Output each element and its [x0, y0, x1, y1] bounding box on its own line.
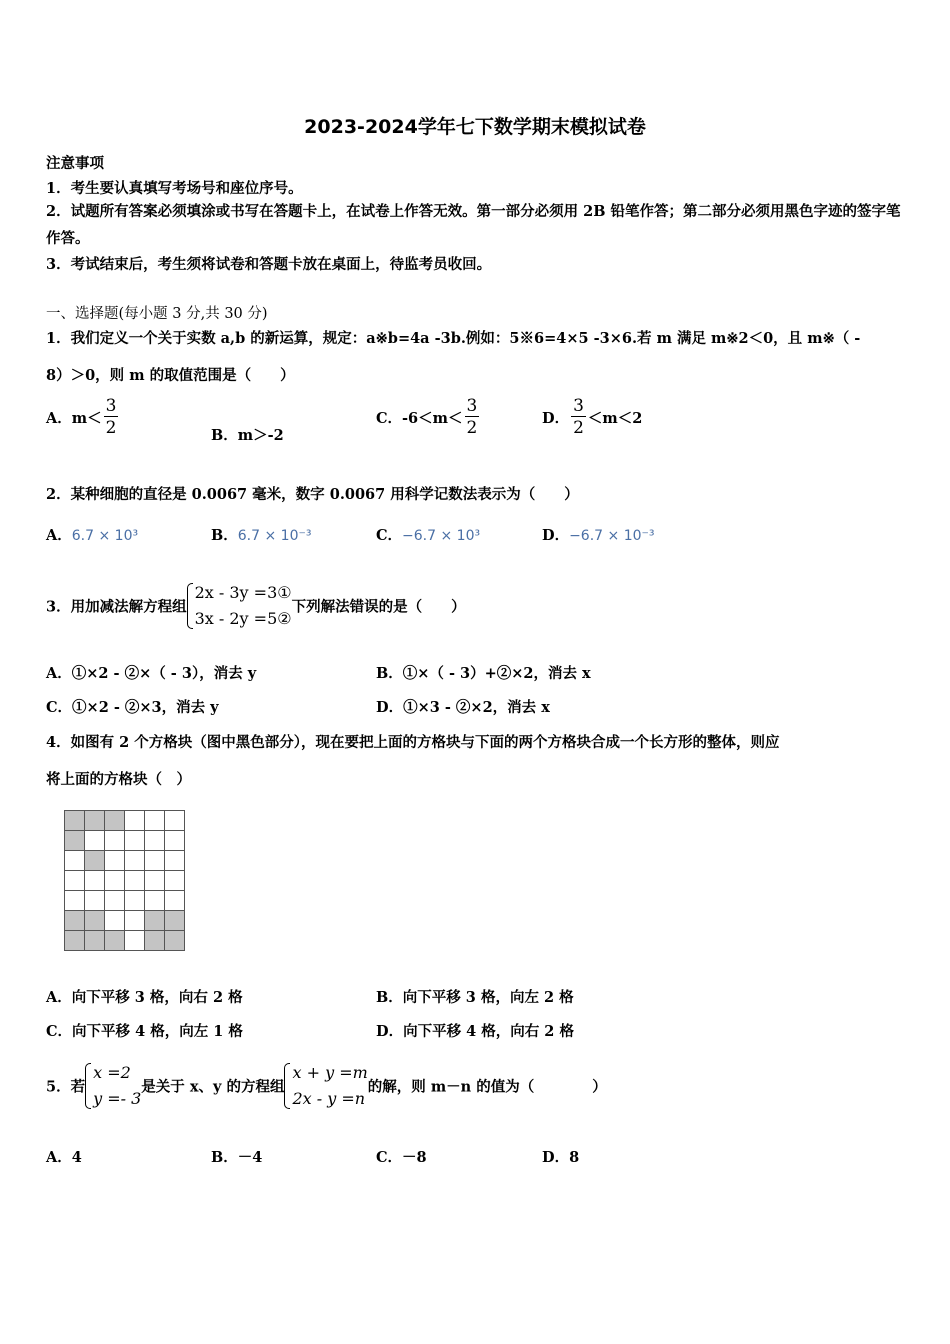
q5-equation-system	[284, 1060, 367, 1112]
q5-suffix: 的解，则 m－n 的值为（ ）	[367, 1078, 607, 1096]
fraction-numerator: 3	[466, 396, 478, 416]
q2-option-d[interactable]	[542, 524, 655, 545]
q1-option-a-label: A．m＜	[46, 410, 102, 427]
fraction-numerator: 3	[105, 396, 117, 416]
q1-stem-line2: 8）＞0，则 m 的取值范围是（ ）	[46, 367, 295, 384]
q4-stem-line1: 4．如图有 2 个方格块（图中黑色部分），现在要把上面的方格块与下面的两个方格块合成一个长方形的整体，则应	[46, 734, 780, 751]
q2-option-b[interactable]	[211, 524, 311, 545]
q1-option-c-fraction	[465, 398, 480, 437]
q5-prefix: 5．若	[46, 1078, 86, 1096]
q1-option-a-fraction	[104, 398, 119, 437]
page-title: 2023-2024学年七下数学期末模拟试卷	[304, 116, 646, 138]
q2-option-b-label: B．	[211, 527, 238, 544]
q2-option-a[interactable]	[46, 524, 138, 545]
q2-option-a-label: A．	[46, 527, 72, 544]
q3-equation-1: 2x - 3y =3①	[194, 583, 292, 602]
q3-option-b[interactable]: B．①×（ - 3）+②×2，消去 x	[376, 665, 591, 682]
q4-option-c[interactable]: C．向下平移 4 格，向左 1 格	[46, 1023, 243, 1040]
q4-stem-line2: 将上面的方格块（ ）	[46, 771, 191, 788]
q4-option-a[interactable]: A．向下平移 3 格，向右 2 格	[46, 989, 243, 1006]
q1-stem-line1: 1．我们定义一个关于实数 a,b 的新运算，规定：a※b=4a -3b.例如：5※6=4×5 -3×6.若 m 满足 m※2＜0，且 m※（ -	[46, 330, 861, 347]
q5-middle: 是关于 x、y 的方程组	[141, 1078, 285, 1096]
q5-option-a[interactable]: A．4	[46, 1149, 82, 1166]
q3-prefix: 3．用加减法解方程组	[46, 598, 187, 616]
q5-equation-2: 2x - y =n	[292, 1089, 366, 1108]
q3-equation-system	[187, 580, 292, 632]
notice-item-1: 1．考生要认真填写考场号和座位序号。	[46, 180, 303, 197]
q5-option-c[interactable]: C．－8	[376, 1149, 427, 1166]
q1-option-d[interactable]	[542, 398, 642, 437]
q2-option-d-label: D．	[542, 527, 570, 544]
q3-option-d[interactable]: D．①×3 - ②×2，消去 x	[376, 699, 550, 716]
q1-option-b[interactable]: B．m＞-2	[211, 427, 284, 444]
q3-suffix: 下列解法错误的是（ ）	[291, 598, 466, 616]
q2-option-c[interactable]	[376, 524, 480, 545]
q5-stem	[46, 1060, 607, 1112]
q4-grid-figure	[64, 810, 192, 955]
fraction-denominator: 2	[573, 418, 584, 438]
q5-option-b[interactable]: B．－4	[211, 1149, 263, 1166]
q4-option-d[interactable]: D．向下平移 4 格，向右 2 格	[376, 1023, 574, 1040]
q1-option-c-label: C．-6＜m＜	[376, 410, 463, 427]
q2-option-d-value: −6.7 × 10⁻³	[569, 528, 655, 544]
notice-item-3: 3．考试结束后，考生须将试卷和答题卡放在桌面上，待监考员收回。	[46, 256, 492, 273]
q1-option-d-fraction	[571, 398, 586, 437]
q3-equation-2: 3x - 2y =5②	[194, 609, 292, 628]
q5-solution-y: y =- 3	[93, 1089, 142, 1108]
q2-option-b-value: 6.7 × 10⁻³	[237, 528, 312, 544]
q5-option-d[interactable]: D．8	[542, 1149, 580, 1166]
section-heading: 一、选择题(每小题 3 分,共 30 分)	[46, 306, 268, 322]
q1-option-a[interactable]	[46, 398, 120, 437]
q1-option-d-rest: ＜m＜2	[587, 410, 643, 427]
fraction-denominator: 2	[466, 418, 478, 438]
q3-option-c[interactable]: C．①×2 - ②×3，消去 y	[46, 699, 219, 716]
q5-equation-1: x + y =m	[292, 1063, 368, 1082]
q1-option-c[interactable]	[376, 398, 481, 437]
q3-stem	[46, 580, 466, 632]
notice-heading: 注意事项	[46, 155, 104, 172]
q5-solution-system	[85, 1060, 141, 1112]
q1-option-d-label: D．	[542, 410, 570, 427]
fraction-denominator: 2	[105, 418, 117, 438]
q2-option-a-value: 6.7 × 10³	[71, 528, 139, 544]
q2-stem: 2．某种细胞的直径是 0.0067 毫米，数字 0.0067 用科学记数法表示为（ ）	[46, 486, 579, 503]
fraction-numerator: 3	[573, 396, 584, 416]
q3-option-a[interactable]: A．①×2 - ②×（ - 3），消去 y	[46, 665, 257, 682]
q4-option-b[interactable]: B．向下平移 3 格，向左 2 格	[376, 989, 574, 1006]
q2-option-c-label: C．	[376, 527, 403, 544]
q5-solution-x: x =2	[93, 1063, 131, 1082]
q2-option-c-value: −6.7 × 10³	[402, 528, 481, 544]
notice-item-2: 2．试题所有答案必须填涂或书写在答题卡上，在试卷上作答无效。第一部分必须用 2B 铅笔作答；第二部分必须用黑色字迹的签字笔作答。	[46, 203, 901, 247]
